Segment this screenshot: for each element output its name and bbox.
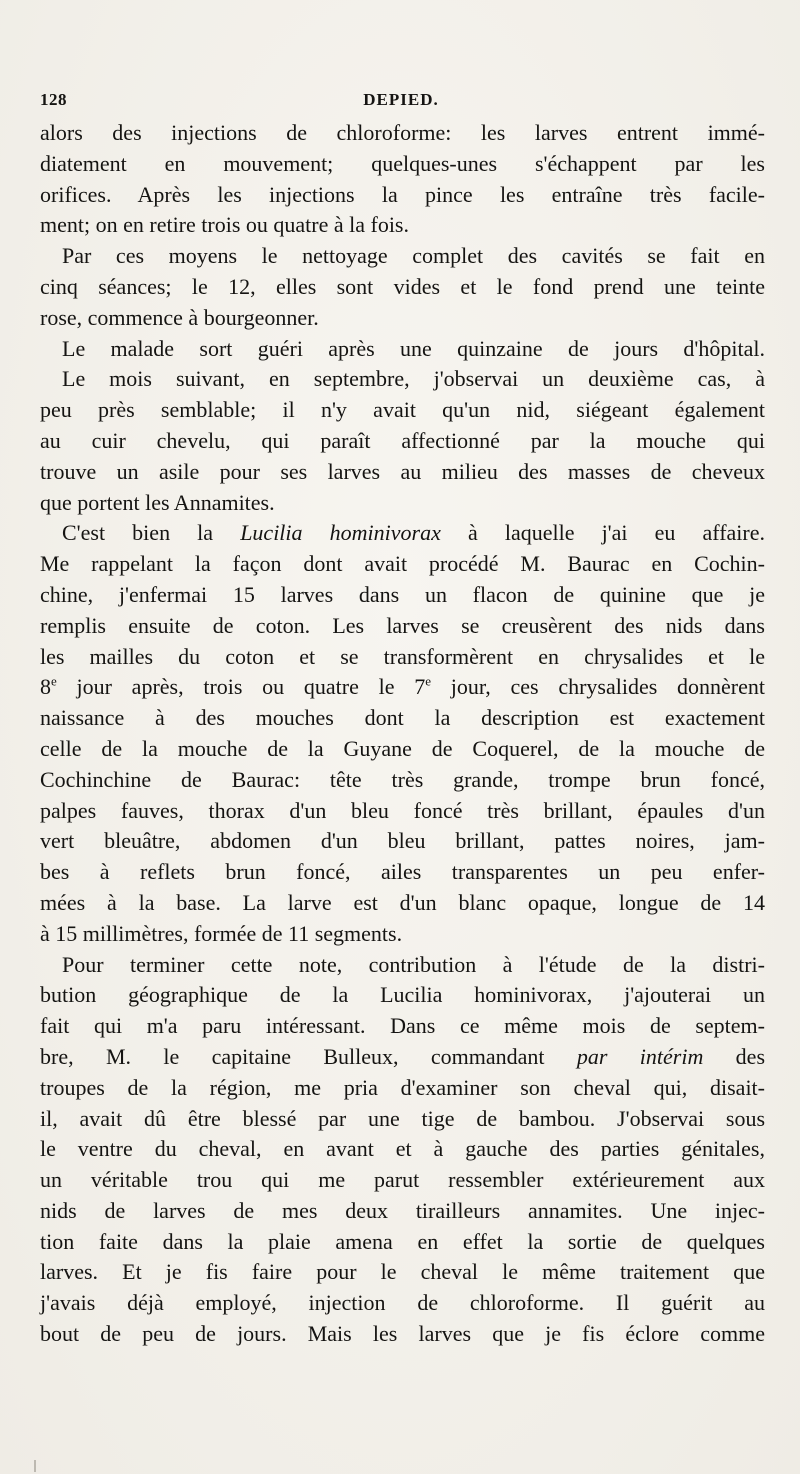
text-line: rose, commence à bourgeonner. (40, 304, 319, 330)
text-line: mées à la base. La larve est d'un blanc opaque, longue de 14 (40, 889, 765, 915)
text-line: à 15 millimètres, formée de 11 segments. (40, 920, 403, 946)
running-head: DEPIED. (363, 90, 439, 109)
text-line: palpes fauves, thorax d'un bleu foncé très brillant, épaules d'un (40, 797, 765, 823)
text-line: celle de la mouche de la Guyane de Coquerel, de la mouche de (40, 735, 765, 761)
text-line: diatement en mouvement; quelques-unes s'échappent par les (40, 150, 765, 176)
page-header (40, 90, 762, 112)
text-line: un véritable trou qui me parut ressembler extérieurement aux (40, 1167, 765, 1193)
text-line: larves. Et je fis faire pour le cheval le même traitement que (40, 1259, 765, 1285)
text-line: naissance à des mouches dont la description est exactement (40, 705, 765, 731)
species-name-italic: Lucilia hominivorax (240, 520, 441, 546)
text-line: peu près semblable; il n'y avait qu'un nid, siégeant également (40, 397, 765, 423)
ordinal-superscript: e (425, 674, 431, 690)
text-line: bution géographique de la Lucilia hominivorax, j'ajouterai un (40, 982, 765, 1008)
text-line: fait qui m'a paru intéressant. Dans ce même mois de septem- (40, 1013, 765, 1039)
text-run: C'est bien la (62, 520, 214, 546)
text-line: le ventre du cheval, en avant et à gauche des parties génitales, (40, 1136, 765, 1162)
text-run: à laquelle j'ai eu affaire. (440, 520, 765, 546)
text-run: jour, ces chrysalides donnèrent (431, 674, 766, 700)
text-line: que portent les Annamites. (40, 489, 275, 515)
text-line-mixed (40, 1042, 765, 1073)
page-number: 128 (40, 90, 67, 109)
text-line: cinq séances; le 12, elles sont vides et le fond prend une teinte (40, 273, 765, 299)
latin-phrase-italic: par intérim (576, 1043, 704, 1069)
text-line: Le malade sort guéri après une quinzaine de jours d'hôpital. (62, 335, 765, 361)
text-line: nids de larves de mes deux tirailleurs annamites. Une injec- (40, 1197, 765, 1223)
text-line: trouve un asile pour ses larves au milieu des masses de cheveux (40, 458, 765, 484)
text-line: Le mois suivant, en septembre, j'observai un deuxième cas, à (62, 366, 765, 392)
text-line: remplis ensuite de coton. Les larves se creusèrent des nids dans (40, 612, 765, 638)
scan-margin-mark (34, 1460, 36, 1472)
text-line: vert bleuâtre, abdomen d'un bleu brillant, pattes noires, jam- (40, 828, 765, 854)
text-line: j'avais déjà employé, injection de chloroforme. Il guérit au (40, 1290, 765, 1316)
text-line: bes à reflets brun foncé, ailes transparentes un peu enfer- (40, 859, 765, 885)
text-run: jour après, trois ou quatre le 7 (56, 674, 426, 700)
text-run: bre, M. le capitaine Bulleux, commandant (40, 1043, 545, 1069)
text-line-mixed (40, 518, 765, 549)
text-line: au cuir chevelu, qui paraît affectionné par la mouche qui (40, 427, 765, 453)
text-line: Par ces moyens le nettoyage complet des cavités se fait en (62, 243, 765, 269)
text-run: des (703, 1043, 766, 1069)
text-run: 8 (40, 674, 51, 700)
text-line: ment; on en retire trois ou quatre à la fois. (40, 212, 409, 238)
body-text (40, 118, 765, 1350)
text-line: troupes de la région, me pria d'examiner son cheval qui, disait- (40, 1074, 765, 1100)
text-line: il, avait dû être blessé par une tige de bambou. J'observai sous (40, 1105, 765, 1131)
text-line: Pour terminer cette note, contribution à l'étude de la distri- (62, 951, 765, 977)
ordinal-superscript: e (51, 674, 57, 690)
text-line: orifices. Après les injections la pince les entraîne très facile- (40, 181, 765, 207)
text-line: tion faite dans la plaie amena en effet la sortie de quelques (40, 1228, 765, 1254)
text-line: Cochinchine de Baurac: tête très grande, trompe brun foncé, (40, 766, 765, 792)
text-line: chine, j'enfermai 15 larves dans un flacon de quinine que je (40, 581, 765, 607)
text-line: alors des injections de chloroforme: les larves entrent immé- (40, 120, 765, 145)
text-line-mixed (40, 672, 765, 703)
text-line: les mailles du coton et se transformèrent en chrysalides et le (40, 643, 765, 669)
text-line: bout de peu de jours. Mais les larves que je fis éclore comme (40, 1321, 765, 1347)
text-line: Me rappelant la façon dont avait procédé M. Baurac en Cochin- (40, 551, 765, 577)
